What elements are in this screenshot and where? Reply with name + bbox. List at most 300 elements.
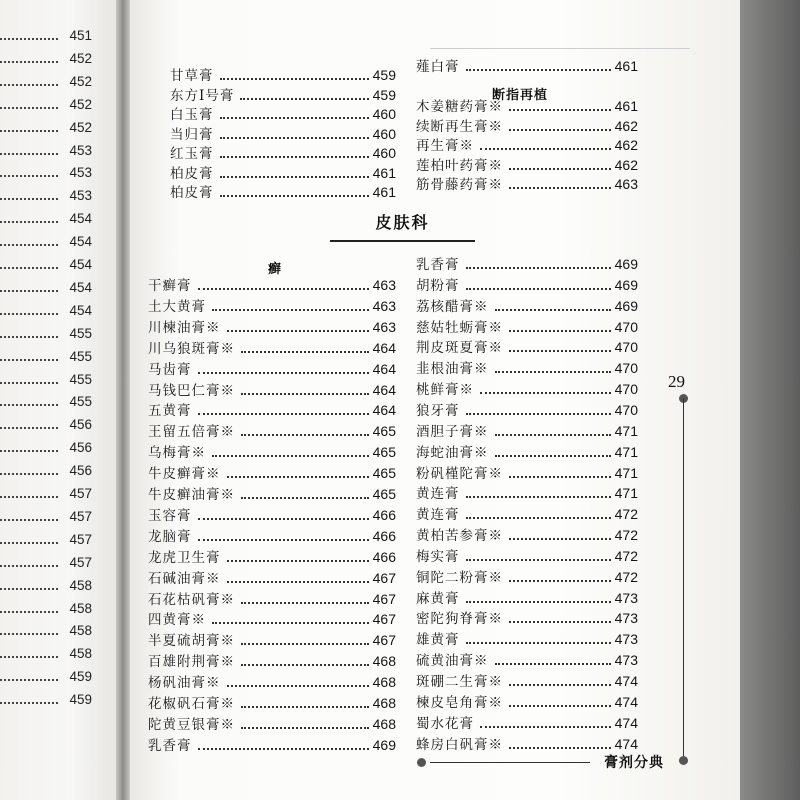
dot-leader [480,148,611,150]
toc-entry [170,84,396,104]
entry-title: 石碱油膏※ [148,570,221,587]
dot-leader [198,748,369,750]
entry-title: 胡粉膏 [416,277,460,294]
entry-page-number: 472 [614,568,638,585]
toc-entry [148,629,396,649]
dot-leader [495,371,611,373]
left-page-number: 452 [69,50,92,66]
entry-page-number: 468 [372,715,396,732]
entry-title: 薤白膏 [416,59,460,75]
entry-page-number: 473 [614,631,638,648]
left-page-number: 458 [69,577,92,593]
dot-leader [212,622,369,624]
left-page-number: 458 [69,646,92,662]
left-page-leader [0,198,58,200]
toc-entry [416,524,638,544]
dot-leader [227,685,369,687]
toc-entry [416,115,638,135]
entry-title: 柏皮膏 [170,185,214,201]
entry-page-number: 459 [372,67,396,83]
toc-entry [416,134,638,154]
entry-page-number: 460 [372,125,396,142]
left-page-leader [0,633,58,635]
dot-leader [241,351,369,353]
dot-leader [509,476,611,478]
entry-title: 土大黄膏 [148,298,206,315]
entry-page-number: 463 [372,297,396,314]
subheading-duan-zhi-zai-zhi: 断指再植 [492,88,549,103]
toc-entry [170,123,396,143]
left-page-number: 455 [69,371,92,387]
left-page-number: 458 [69,623,92,639]
dot-leader [220,78,369,80]
dot-leader [495,663,611,665]
entry-title: 楝皮皂角膏※ [416,694,503,711]
toc-entry [416,253,638,273]
toc-entry [416,628,638,648]
left-page-number: 455 [69,325,92,341]
left-page-leader [0,473,58,475]
entry-title: 雄黄膏 [416,632,460,649]
entry-title: 甘草膏 [170,68,214,84]
deco-vertical-line [683,398,684,758]
entry-page-number: 474 [614,673,638,689]
entry-title: 陀黄豆银膏※ [148,716,235,733]
left-page-leader [0,519,58,521]
toc-entry [170,142,396,162]
left-page-number: 451 [69,28,92,43]
entry-page-number: 471 [614,443,638,460]
toc-entry [148,441,396,461]
toc-entry [416,154,638,174]
dot-leader [241,602,369,604]
left-page-leader [0,542,58,544]
entry-title: 荆皮斑夏膏※ [416,340,503,357]
dot-leader [241,434,369,436]
toc-entry [416,399,638,419]
footer-dot [417,758,426,767]
entry-page-number: 466 [372,548,396,565]
dot-leader [241,497,369,499]
entry-page-number: 459 [372,86,396,103]
entry-title: 黄柏苦参膏※ [416,528,503,545]
toc-entry [416,441,638,461]
entry-title: 四黄膏※ [148,612,206,629]
dot-leader [241,727,369,729]
entry-page-number: 471 [614,485,638,502]
toc-entry [416,670,638,690]
entry-title: 石花枯矾膏※ [148,591,235,608]
entry-title: 牛皮癣油膏※ [148,487,235,503]
dot-leader [466,413,611,415]
dot-leader [241,706,369,708]
dot-leader [220,156,369,158]
entry-title: 马齿膏 [148,361,192,378]
footer-rule [430,762,590,763]
entry-page-number: 468 [372,695,396,711]
section-title: 皮肤科 [375,213,430,232]
entry-title: 花椒矾石膏※ [148,696,235,712]
dot-leader [466,559,611,561]
left-page-number: 456 [69,463,92,479]
entry-page-number: 465 [372,465,396,482]
entry-page-number: 474 [614,735,638,752]
deco-dot-bottom [679,756,688,765]
dot-leader [466,642,611,644]
entry-page-number: 467 [372,590,396,607]
entry-title: 蜂房白矾膏※ [416,736,503,753]
toc-entry [148,420,396,440]
entry-title: 黄连膏 [416,507,460,524]
toc-entry [416,336,638,356]
entry-page-number: 461 [614,58,638,74]
entry-page-number: 471 [614,464,638,481]
dot-leader [241,643,369,645]
entry-title: 铜陀二粉膏※ [416,569,503,586]
entry-page-number: 463 [372,277,396,293]
dot-leader [466,288,611,290]
entry-title: 续断再生膏※ [416,118,503,135]
left-page-number: 454 [69,257,92,272]
entry-title: 粉矾槿陀膏※ [416,465,503,482]
section-title-rule [330,240,475,242]
entry-title: 黄连膏 [416,486,460,503]
left-page-leader [0,313,58,315]
left-page-number: 457 [69,508,92,524]
left-page-leader [0,130,58,132]
entry-title: 川乌狼斑膏※ [148,340,235,357]
entry-title: 筋骨藤药膏※ [416,177,503,193]
entry-title: 斑硼二生膏※ [416,674,503,690]
toc-entry [148,713,396,733]
entry-page-number: 462 [614,137,638,153]
page-edge-shadow [740,0,800,800]
dot-leader [198,518,369,520]
entry-page-number: 466 [372,527,396,544]
entry-page-number: 469 [372,736,396,753]
dot-leader [220,137,369,139]
dot-leader [509,168,611,170]
entry-title: 乌梅膏※ [148,445,206,462]
left-page-number: 454 [69,211,92,227]
left-page-leader [0,221,58,223]
toc-entry [148,525,396,545]
left-page-number: 455 [69,348,92,364]
toc-entry [416,357,638,377]
left-page-leader [0,565,58,567]
entry-page-number: 460 [372,106,396,122]
toc-entry [148,462,396,482]
entry-page-number: 472 [614,547,638,564]
entry-page-number: 470 [614,360,638,377]
toc-entry [416,607,638,627]
entry-page-number: 471 [614,422,638,439]
entry-page-number: 468 [372,653,396,670]
entry-page-number: 469 [614,297,638,314]
dot-leader [495,434,611,436]
entry-page-number: 473 [614,652,638,669]
dot-leader [509,330,611,332]
dot-leader [198,288,369,290]
entry-title: 麻黄膏 [416,590,460,607]
dot-leader [220,176,369,178]
entry-title: 慈姑牡蛎膏※ [416,319,503,336]
toc-entry [416,295,638,315]
entry-page-number: 465 [372,444,396,461]
left-page-leader [0,656,58,658]
toc-entry [148,650,396,670]
dot-leader [509,747,611,749]
toc-entry [148,504,396,524]
toc-entry [416,316,638,336]
entry-page-number: 473 [614,610,638,627]
left-page-leader [0,679,58,681]
toc-entry [416,420,638,440]
left-page-number: 458 [69,600,92,616]
toc-entry [416,55,638,75]
entry-title: 王留五倍膏※ [148,424,235,441]
toc-entry [416,545,638,565]
dot-leader [509,350,611,352]
toc-entry [416,378,638,398]
entry-title: 再生膏※ [416,138,474,154]
left-page-leader [0,404,58,406]
entry-page-number: 461 [372,184,396,200]
entry-title: 韭根油膏※ [416,361,489,378]
dot-leader [227,560,369,562]
toc-entry [416,733,638,753]
footer-title: 膏剂分典 [604,755,664,771]
toc-entry [148,734,396,754]
left-page-number: 456 [69,417,92,433]
toc-entry [148,316,396,336]
entry-page-number: 467 [372,569,396,586]
entry-title: 莲柏叶药膏※ [416,157,503,174]
subheading-xuan: 癣 [268,262,283,277]
dot-leader [212,309,369,311]
entry-page-number: 467 [372,632,396,649]
toc-entry [416,173,638,193]
entry-page-number: 472 [614,527,638,544]
toc-entry [170,64,396,84]
dot-leader [466,601,611,603]
entry-page-number: 464 [372,381,396,398]
entry-page-number: 463 [372,318,396,335]
toc-entry [148,546,396,566]
left-page-number: 454 [69,279,92,295]
dot-leader [241,664,369,666]
dot-leader [227,330,369,332]
dot-leader [198,372,369,374]
left-page-number: 456 [69,440,92,456]
entry-title: 半夏硫胡膏※ [148,633,235,650]
left-page-number: 452 [69,119,92,135]
dot-leader [466,69,611,71]
entry-page-number: 466 [372,506,396,523]
entry-title: 牛皮癣膏※ [148,466,221,483]
toc-entry [416,482,638,502]
entry-page-number: 462 [614,117,638,134]
entry-title: 梅实膏 [416,548,460,565]
entry-page-number: 465 [372,486,396,502]
dot-leader [509,109,611,111]
toc-entry [148,588,396,608]
dot-leader [509,187,611,189]
left-page-number: 459 [69,669,92,685]
left-page-leader [0,359,58,361]
dot-leader [212,455,369,457]
dot-leader [466,267,611,269]
entry-page-number: 468 [372,674,396,691]
left-page-leader [0,84,58,86]
toc-entry [170,103,396,123]
entry-page-number: 464 [372,339,396,356]
left-page-leader [0,107,58,109]
left-page-leader [0,450,58,452]
toc-entry [416,503,638,523]
left-page-number: 454 [69,234,92,250]
entry-page-number: 470 [614,381,638,398]
entry-page-number: 467 [372,611,396,628]
entry-title: 当归膏 [170,126,214,143]
entry-title: 狼牙膏 [416,402,460,419]
dot-leader [509,538,611,540]
entry-page-number: 463 [614,176,638,192]
toc-entry [148,692,396,712]
dot-leader [466,517,611,519]
entry-page-number: 461 [614,98,638,114]
entry-title: 红玉膏 [170,146,214,162]
dot-leader [480,392,611,394]
entry-page-number: 460 [372,145,396,161]
entry-page-number: 473 [614,589,638,606]
left-page-number: 459 [69,692,92,708]
entry-page-number: 464 [372,402,396,419]
left-page-leader [0,427,58,429]
dot-leader [480,726,611,728]
left-page-leader [0,382,58,384]
dot-leader [509,684,611,686]
left-page-number: 453 [69,165,92,181]
toc-entry [148,274,396,294]
entry-title: 龙虎卫生膏 [148,549,221,566]
left-page-number: 453 [69,142,92,158]
dot-leader [466,496,611,498]
entry-title: 木姜糖药膏※ [416,99,503,115]
toc-entry [148,567,396,587]
entry-title: 川楝油膏※ [148,319,221,336]
dot-leader [198,413,369,415]
entry-title: 杨矾油膏※ [148,675,221,692]
dot-leader [509,621,611,623]
toc-entry [148,337,396,357]
dot-leader [227,581,369,583]
entry-title: 桃鲜膏※ [416,382,474,399]
entry-title: 蜀水花膏 [416,715,474,732]
left-page-leader [0,38,58,40]
toc-entry [148,671,396,691]
entry-title: 酒胆子膏※ [416,423,489,440]
entry-page-number: 470 [614,401,638,418]
left-page-leader [0,244,58,246]
toc-entry [416,649,638,669]
left-page-number: 457 [69,486,92,501]
entry-title: 东方Ⅰ号膏 [170,87,235,104]
entry-title: 乳香膏 [148,737,192,754]
toc-entry [416,566,638,586]
entry-title: 硫黄油膏※ [416,653,489,670]
toc-entry [416,462,638,482]
left-page-leader [0,611,58,613]
entry-page-number: 474 [614,693,638,710]
dot-leader [220,195,369,197]
toc-entry [170,162,396,182]
entry-page-number: 469 [614,276,638,293]
entry-title: 马钱巴仁膏※ [148,382,235,399]
entry-page-number: 464 [372,360,396,377]
left-page-number: 454 [69,302,92,318]
entry-title: 玉容膏 [148,507,192,524]
left-page-leader [0,175,58,177]
dot-leader [495,309,611,311]
dot-leader [509,129,611,131]
toc-entry [148,358,396,378]
page-number: 29 [668,372,685,391]
toc-entry [170,181,396,201]
dot-leader [198,539,369,541]
left-page-leader [0,336,58,338]
dot-leader [241,393,369,395]
running-header-faint [430,36,690,49]
entry-page-number: 470 [614,339,638,356]
left-page-leader [0,153,58,155]
left-page-leader [0,702,58,704]
left-page-number: 452 [69,73,92,89]
toc-entry [416,274,638,294]
dot-leader [509,580,611,582]
toc-entry [148,483,396,503]
entry-page-number: 469 [614,256,638,272]
left-page-leader [0,496,58,498]
left-page-number: 457 [69,554,92,570]
entry-page-number: 461 [372,164,396,181]
left-page-leader [0,290,58,292]
toc-entry [148,399,396,419]
entry-title: 海蛇油膏※ [416,444,489,461]
dot-leader [495,455,611,457]
entry-title: 白玉膏 [170,107,214,123]
entry-page-number: 462 [614,156,638,173]
entry-title: 干癣膏 [148,278,192,294]
left-page-number: 452 [69,96,92,112]
toc-entry [416,587,638,607]
dot-leader [227,476,369,478]
book-gutter [116,0,130,800]
toc-entry [148,379,396,399]
entry-title: 百雄附荆膏※ [148,654,235,671]
left-page [0,0,116,800]
dot-leader [240,98,368,100]
entry-page-number: 465 [372,423,396,440]
toc-entry [148,295,396,315]
dot-leader [509,705,611,707]
left-page-number: 455 [69,394,92,410]
entry-title: 龙脑膏 [148,528,192,545]
entry-title: 柏皮膏 [170,165,214,182]
toc-entry [416,712,638,732]
entry-page-number: 474 [614,714,638,731]
dot-leader [220,117,369,119]
